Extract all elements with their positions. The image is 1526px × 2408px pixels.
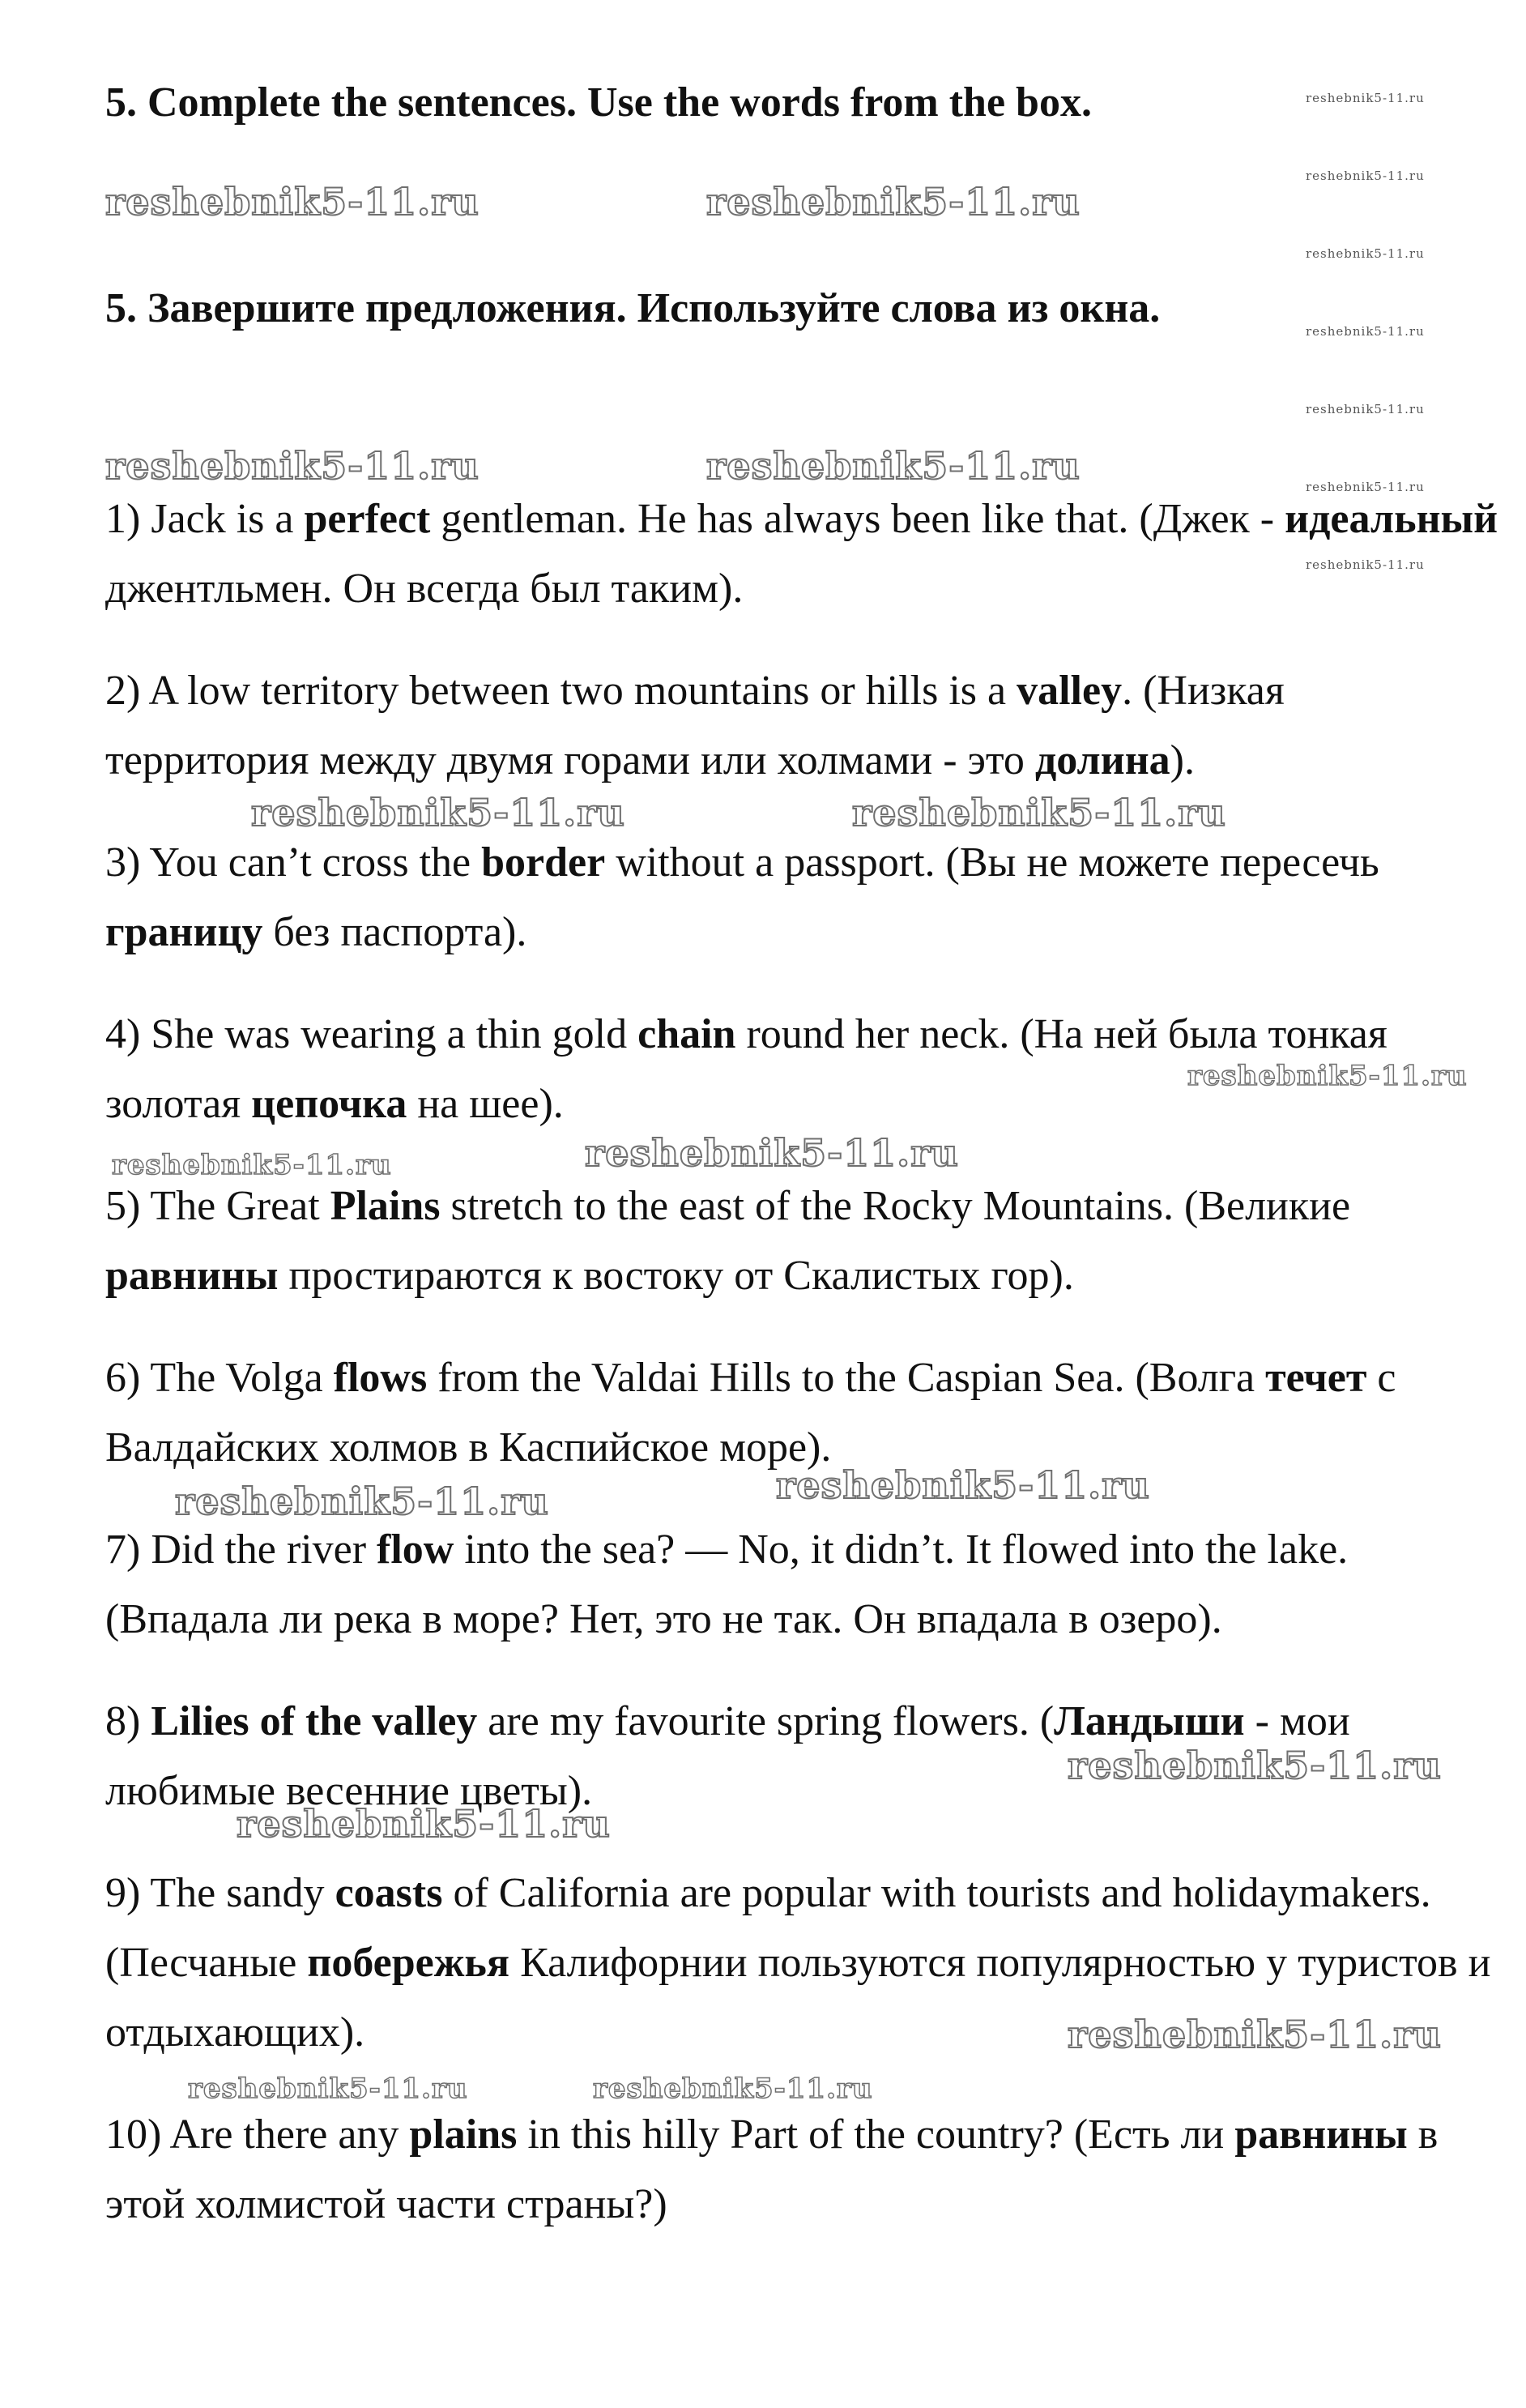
- sentence-text: ).: [1170, 737, 1195, 783]
- sentence-text: are my favourite spring flowers. (: [477, 1698, 1055, 1744]
- task-heading-russian: 5. Завершите предложения. Используйте слова из окна.: [105, 285, 1161, 331]
- sentence-text: на шее).: [407, 1081, 564, 1127]
- watermark: reshebnik5-11.ru: [706, 180, 1081, 224]
- sentence-text: round her neck. (На ней была тонкая золотая: [105, 1011, 1387, 1127]
- watermark: reshebnik5-11.ru: [105, 444, 480, 488]
- answer-item-1: [105, 485, 1498, 624]
- sentence-text: The sandy: [150, 1870, 335, 1916]
- item-number: 4): [105, 1011, 141, 1057]
- item-number: 5): [105, 1183, 141, 1229]
- sentence-text: in this hilly Part of the country? (Есть ли: [517, 2111, 1235, 2158]
- answer-item-2: [105, 656, 1498, 796]
- task-heading-english: 5. Complete the sentences. Use the words from the box.: [105, 79, 1092, 126]
- answer-word: valley: [1017, 668, 1123, 714]
- watermark: reshebnik5-11.ru: [105, 180, 480, 224]
- watermark: reshebnik5-11.ru: [776, 1463, 1150, 1507]
- sentence-text: Jack is a: [151, 496, 305, 542]
- answer-word: border: [481, 839, 606, 886]
- watermark: reshebnik5-11.ru: [593, 2073, 873, 2105]
- watermark-small: reshebnik5-11.ru: [1306, 169, 1425, 183]
- sentence-text: without a passport. (Вы не можете пересечь: [605, 839, 1379, 886]
- sentence-text: без паспорта).: [262, 909, 527, 955]
- item-number: 7): [105, 1526, 141, 1573]
- sentence-text: с Валдайских холмов в Каспийское море).: [105, 1355, 1396, 1471]
- answer-word: течет: [1265, 1355, 1367, 1401]
- watermark: reshebnik5-11.ru: [251, 791, 625, 835]
- watermark: reshebnik5-11.ru: [706, 444, 1081, 488]
- sentence-text: Калифорнии пользуются популярностью у туристов и отдыхающих).: [105, 1940, 1491, 2056]
- item-number: 8): [105, 1698, 141, 1744]
- sentence-text: into the sea? — No, it didn’t. It flowed into the lake. (Впадала ли река в море? Нет, это не так. Он впадала в озеро).: [105, 1526, 1349, 1642]
- answer-word: flows: [333, 1355, 428, 1401]
- item-number: 1): [105, 496, 141, 542]
- answer-word: plains: [409, 2111, 518, 2158]
- item-number: 10): [105, 2111, 162, 2158]
- sentence-text: The Volga: [150, 1355, 334, 1401]
- sentence-text: The Great: [150, 1183, 330, 1229]
- watermark: reshebnik5-11.ru: [1068, 1744, 1442, 1787]
- answer-word: perfect: [304, 496, 431, 542]
- answer-item-3: [105, 828, 1498, 967]
- watermark: reshebnik5-11.ru: [1068, 2013, 1442, 2056]
- answer-item-5: [105, 1172, 1498, 1311]
- watermark-small: reshebnik5-11.ru: [1306, 91, 1425, 105]
- sentence-text: джентльмен. Он всегда был таким).: [105, 566, 744, 612]
- watermark-small: reshebnik5-11.ru: [1306, 480, 1425, 494]
- watermark: reshebnik5-11.ru: [1187, 1060, 1468, 1092]
- watermark: reshebnik5-11.ru: [237, 1802, 611, 1846]
- sentence-text: в этой холмистой части страны?): [105, 2111, 1439, 2227]
- answer-item-6: [105, 1343, 1498, 1483]
- item-number: 2): [105, 668, 141, 714]
- answer-word: flow: [377, 1526, 454, 1573]
- sentence-text: простираются к востоку от Скалистых гор).: [278, 1253, 1074, 1299]
- sentence-text: You can’t cross the: [149, 839, 482, 886]
- watermark-small: reshebnik5-11.ru: [1306, 557, 1425, 572]
- answer-word: равнины: [1234, 2111, 1408, 2158]
- answer-word: границу: [105, 909, 263, 955]
- watermark: reshebnik5-11.ru: [112, 1149, 392, 1181]
- answer-word: побережья: [307, 1940, 510, 1986]
- answer-word: равнины: [105, 1253, 279, 1299]
- sentence-text: stretch to the east of the Rocky Mountains. (Великие: [440, 1183, 1351, 1229]
- answer-word: Plains: [330, 1183, 441, 1229]
- answer-word: идеальный: [1285, 496, 1498, 542]
- watermark-small: reshebnik5-11.ru: [1306, 402, 1425, 416]
- sentence-text: Did the river: [151, 1526, 377, 1573]
- sentence-text: . (Низкая территория между двумя горами или холмами - это: [105, 668, 1285, 783]
- item-number: 9): [105, 1870, 141, 1916]
- answer-word: Lilies of the valley: [151, 1698, 478, 1744]
- sentence-text: from the Valdai Hills to the Caspian Sea. (Волга: [427, 1355, 1266, 1401]
- sentence-text: She was wearing a thin gold: [151, 1011, 638, 1057]
- answer-word: coasts: [335, 1870, 443, 1916]
- sentence-text: - мои любимые весенние цветы).: [105, 1698, 1350, 1814]
- answer-word: долина: [1034, 737, 1170, 783]
- sentence-text: gentleman. He has always been like that. (Джек -: [430, 496, 1285, 542]
- answer-item-7: [105, 1515, 1498, 1654]
- watermark-small: reshebnik5-11.ru: [1306, 324, 1425, 339]
- answer-item-10: [105, 2100, 1498, 2239]
- answer-word: Ландыши: [1054, 1698, 1245, 1744]
- sentence-text: A low territory between two mountains or hills is a: [148, 668, 1017, 714]
- watermark-small: reshebnik5-11.ru: [1306, 246, 1425, 261]
- answer-word: chain: [637, 1011, 736, 1057]
- answer-word: цепочка: [251, 1081, 407, 1127]
- watermark: reshebnik5-11.ru: [188, 2073, 468, 2105]
- sentence-text: of California are popular with tourists and holidaymakers. (Песчаные: [105, 1870, 1431, 1986]
- sentence-text: Are there any: [169, 2111, 410, 2158]
- watermark: reshebnik5-11.ru: [175, 1479, 549, 1523]
- item-number: 3): [105, 839, 141, 886]
- watermark: reshebnik5-11.ru: [852, 791, 1226, 835]
- watermark: reshebnik5-11.ru: [585, 1131, 959, 1175]
- item-number: 6): [105, 1355, 141, 1401]
